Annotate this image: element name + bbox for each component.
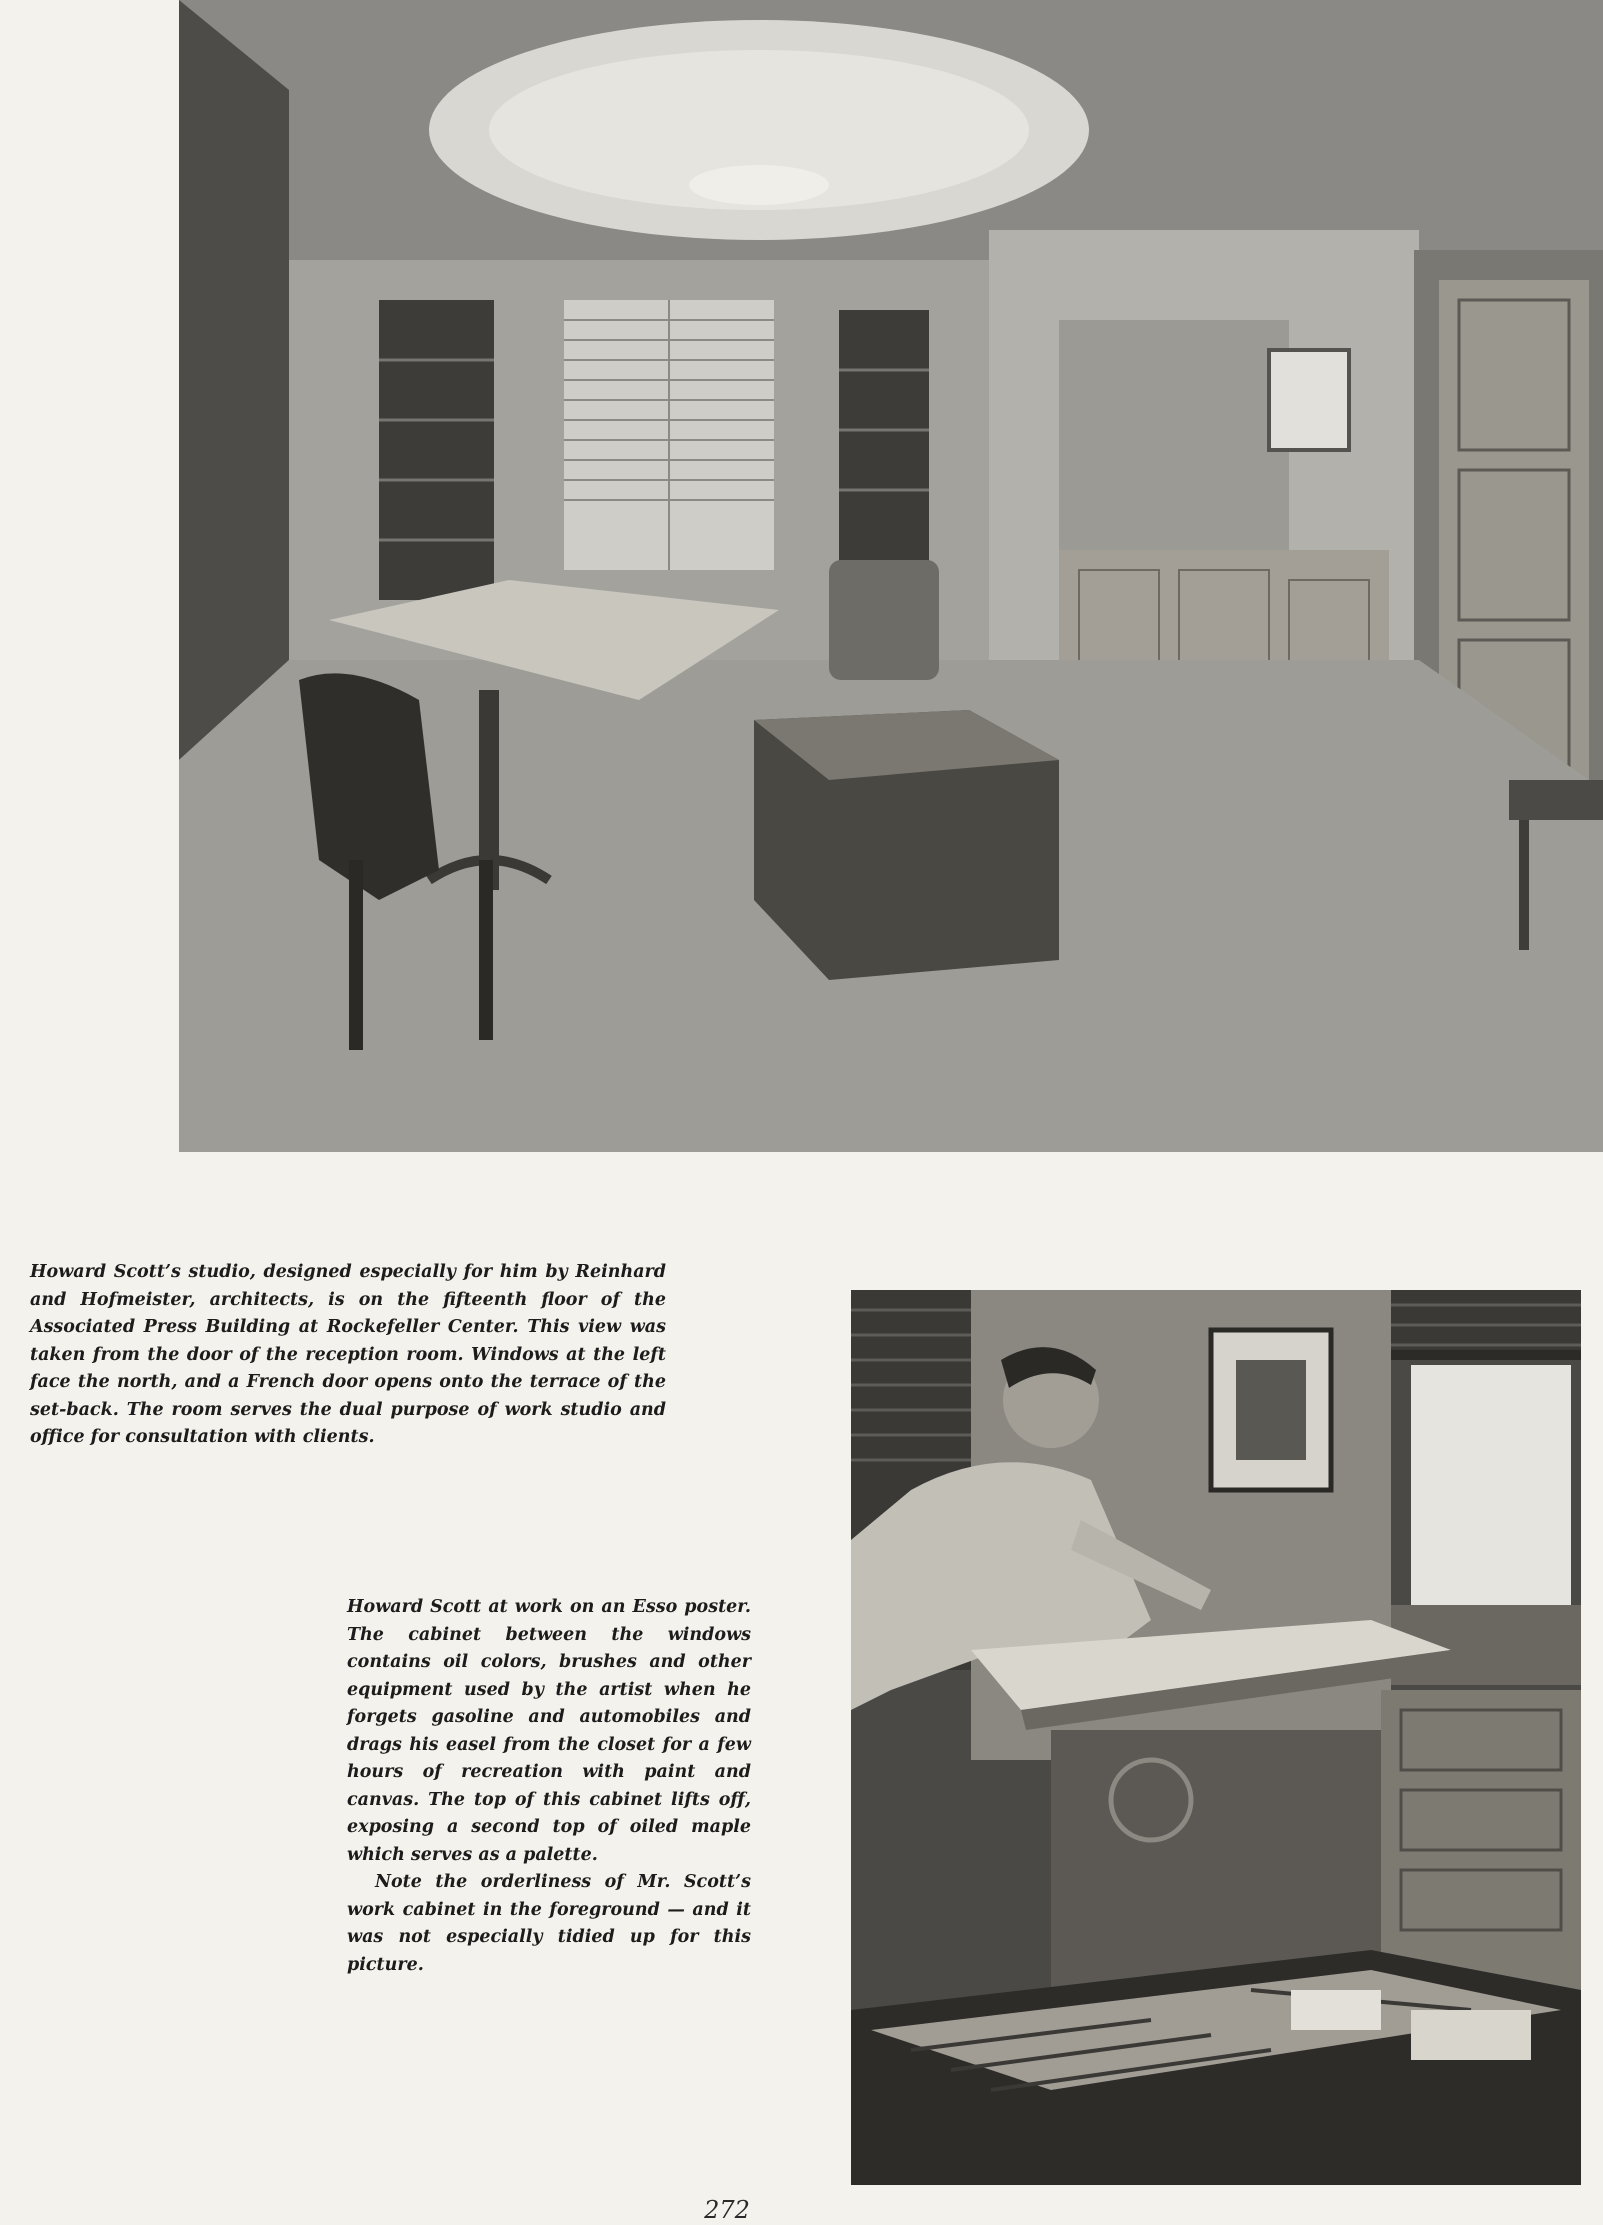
artist-caption-paragraph-1: Howard Scott at work on an Esso poster. The cabinet between the windows contains oil colors, brushes and other equipment used by the artist when he forgets gasoline and automobiles and drags his easel from the closet for a few hours of recreation with paint and canvas. The top of this cabinet lifts off, exposing a second top of oiled maple which serves as a palette. <box>347 1597 751 1865</box>
page-number: 272 <box>704 2196 750 2224</box>
studio-interior-illustration <box>179 0 1603 1152</box>
studio-caption <box>30 1259 666 1452</box>
artist-at-work-photo <box>851 1290 1581 2185</box>
studio-interior-photo <box>179 0 1603 1152</box>
artist-at-work-illustration <box>851 1290 1581 2185</box>
artist-caption-paragraph-2: Note the orderliness of Mr. Scott’s work cabinet in the foreground — and it was not especially tidied up for this picture. <box>347 1872 751 1975</box>
studio-caption-text: Howard Scott’s studio, designed especially for him by Reinhard and Hofmeister, architects, is on the fifteenth floor of the Associated Press Building at Rockefeller Center. This view was taken from the door of the reception room. Windows at the left face the north, and a French door opens onto the terrace of the set-back. The room serves the dual purpose of work studio and office for consultation with clients. <box>30 1262 666 1447</box>
artist-caption <box>347 1594 751 1979</box>
